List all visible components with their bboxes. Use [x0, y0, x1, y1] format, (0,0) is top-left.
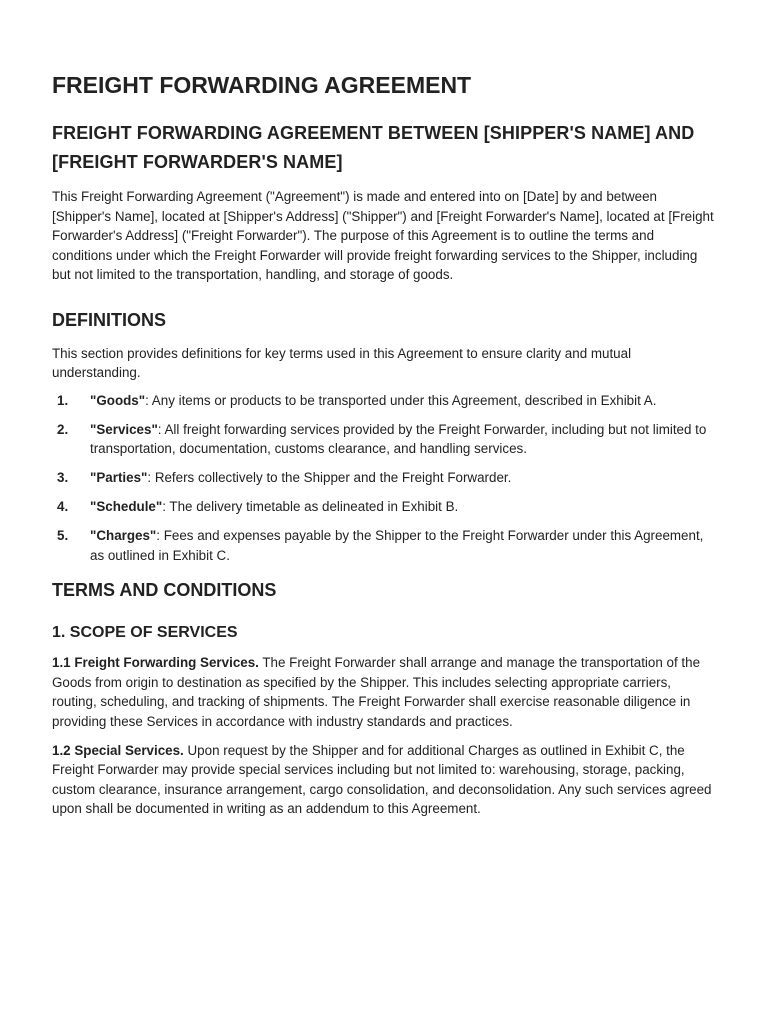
definitions-heading: DEFINITIONS — [52, 309, 167, 330]
definitions-intro: This section provides definitions for key terms used in this Agreement to ensure clarity and mutual understanding. — [52, 345, 632, 380]
list-item — [52, 497, 718, 517]
clause-text: The Freight Forwarder shall arrange and manage the transportation of the Goods from origin to destination as specified by the Shipper. This includes selecting appropriate carriers, routing, scheduling, and tracking of shipments. The Freight Forwarder shall exercise reasonable diligence in providing these Services in accordance with industry standards and practices. — [52, 655, 701, 729]
list-item — [52, 391, 718, 411]
list-item-number: 1. — [57, 392, 69, 408]
definition-term: "Goods" — [90, 392, 146, 408]
definition-text: : The delivery timetable as delineated in Exhibit B. — [162, 499, 459, 514]
definition-term: "Parties" — [90, 470, 148, 485]
clause-text: Upon request by the Shipper and for additional Charges as outlined in Exhibit C, the Freight Forwarder may provide special services including but not limited to: warehousing, storage, packing, custom clearance, insurance arrangement, cargo consolidation, and deconsolidation. Any such services agreed upon shall be documented in writing as an addendum to this Agreement. — [52, 742, 712, 816]
list-item-number: 5. — [57, 528, 69, 543]
clause-label: 1.2 Special Services. — [52, 742, 184, 758]
definition-term: "Schedule" — [90, 499, 163, 514]
terms-heading: TERMS AND CONDITIONS — [52, 580, 277, 600]
list-item — [52, 526, 718, 565]
definition-text: : All freight forwarding services provided by the Freight Forwarder, including but not limited to transportation, documentation, customs clearance, and handling services. — [90, 421, 707, 456]
definitions-list — [52, 391, 718, 566]
clause-label: 1.1 Freight Forwarding Services. — [52, 655, 259, 670]
list-item-number: 3. — [57, 470, 69, 485]
document-subtitle: FREIGHT FORWARDING AGREEMENT BETWEEN [SHIPPER'S NAME] AND [FREIGHT FORWARDER'S NAME] — [52, 123, 695, 172]
list-item-number: 2. — [57, 421, 69, 437]
definition-text: : Any items or products to be transported under this Agreement, described in Exhibit A. — [145, 392, 657, 408]
definition-text: : Refers collectively to the Shipper and the Freight Forwarder. — [147, 470, 512, 485]
clause-paragraph — [52, 653, 718, 731]
scope-heading: 1. SCOPE OF SERVICES — [52, 624, 238, 641]
clause-paragraph — [52, 741, 718, 819]
definition-term: "Services" — [90, 421, 158, 437]
list-item — [52, 468, 718, 488]
document-title: FREIGHT FORWARDING AGREEMENT — [52, 72, 472, 98]
definition-text: : Fees and expenses payable by the Shipper to the Freight Forwarder under this Agreement, as outlined in Exhibit C. — [90, 528, 704, 563]
list-item-number: 4. — [57, 499, 69, 514]
list-item — [52, 420, 718, 459]
intro-paragraph: This Freight Forwarding Agreement ("Agreement") is made and entered into on [Date] by and between [Shipper's Name], located at [Shipper's Address] ("Shipper") and [Freight Forwarder's Name], located at [Freight Forwarder's Address] ("Freight Forwarder"). The purpose of this Agreement is to outline the terms and conditions under which the Freight Forwarder will provide freight forwarding services to the Shipper, including but not limited to the transportation, handling, and storage of goods. — [52, 189, 714, 282]
definition-term: "Charges" — [90, 528, 157, 543]
